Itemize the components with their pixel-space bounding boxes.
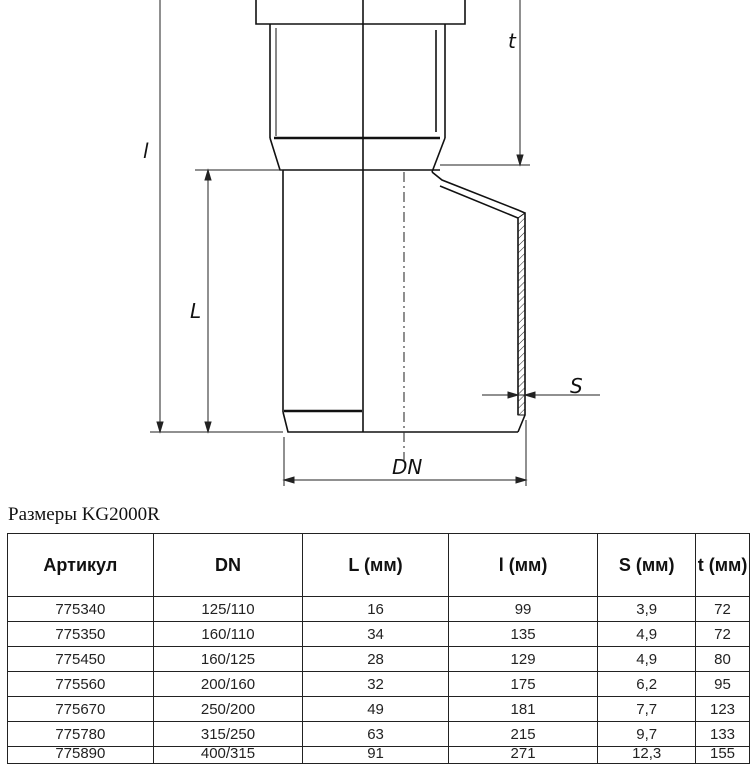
table-cell: 125/110 bbox=[153, 597, 303, 622]
table-cell: 775350 bbox=[8, 622, 154, 647]
column-header-dn: DN bbox=[153, 534, 303, 597]
table-cell: 9,7 bbox=[598, 722, 696, 747]
column-header-L: L (мм) bbox=[303, 534, 449, 597]
table-cell: 215 bbox=[448, 722, 598, 747]
table-cell: 160/110 bbox=[153, 622, 303, 647]
table-cell: 4,9 bbox=[598, 647, 696, 672]
table-row bbox=[8, 697, 750, 722]
table-cell: 271 bbox=[448, 747, 598, 764]
table-cell: 16 bbox=[303, 597, 449, 622]
table-cell: 80 bbox=[696, 647, 750, 672]
table-cell: 155 bbox=[696, 747, 750, 764]
table-cell: 775890 bbox=[8, 747, 154, 764]
table-cell: 95 bbox=[696, 672, 750, 697]
table-cell: 775780 bbox=[8, 722, 154, 747]
table-cell: 200/160 bbox=[153, 672, 303, 697]
L-dimension-label: L bbox=[190, 299, 202, 323]
dimensions-table bbox=[7, 533, 750, 764]
table-cell: 7,7 bbox=[598, 697, 696, 722]
column-header-l: l (мм) bbox=[448, 534, 598, 597]
s-dimension-label: S bbox=[570, 374, 583, 398]
table-cell: 99 bbox=[448, 597, 598, 622]
table-cell: 775340 bbox=[8, 597, 154, 622]
table-row bbox=[8, 747, 750, 764]
table-header-row bbox=[8, 534, 750, 597]
dn-dimension-label: DN bbox=[392, 455, 423, 479]
table-cell: 4,9 bbox=[598, 622, 696, 647]
table-cell: 129 bbox=[448, 647, 598, 672]
table-cell: 133 bbox=[696, 722, 750, 747]
table-cell: 250/200 bbox=[153, 697, 303, 722]
table-cell: 181 bbox=[448, 697, 598, 722]
table-cell: 315/250 bbox=[153, 722, 303, 747]
table-cell: 135 bbox=[448, 622, 598, 647]
column-header-t: t (мм) bbox=[696, 534, 750, 597]
table-caption: Размеры KG2000R bbox=[8, 504, 160, 525]
table-row bbox=[8, 722, 750, 747]
dimension-lines bbox=[150, 0, 600, 486]
table-cell: 123 bbox=[696, 697, 750, 722]
table-row bbox=[8, 597, 750, 622]
table-cell: 12,3 bbox=[598, 747, 696, 764]
l-dimension-label: l bbox=[143, 139, 149, 163]
reducer-outline bbox=[256, 0, 525, 432]
table-cell: 49 bbox=[303, 697, 449, 722]
table-cell: 175 bbox=[448, 672, 598, 697]
table-cell: 775670 bbox=[8, 697, 154, 722]
table-cell: 775450 bbox=[8, 647, 154, 672]
table-cell: 3,9 bbox=[598, 597, 696, 622]
column-header-article: Артикул bbox=[8, 534, 154, 597]
table-cell: 72 bbox=[696, 597, 750, 622]
table-cell: 6,2 bbox=[598, 672, 696, 697]
table-cell: 32 bbox=[303, 672, 449, 697]
wall-hatch bbox=[518, 213, 525, 415]
table-cell: 400/315 bbox=[153, 747, 303, 764]
table-cell: 775560 bbox=[8, 672, 154, 697]
table-cell: 160/125 bbox=[153, 647, 303, 672]
table-cell: 28 bbox=[303, 647, 449, 672]
table-row bbox=[8, 622, 750, 647]
t-dimension-label: t bbox=[508, 29, 516, 53]
table-cell: 72 bbox=[696, 622, 750, 647]
table-cell: 34 bbox=[303, 622, 449, 647]
table-row bbox=[8, 672, 750, 697]
table-row bbox=[8, 647, 750, 672]
column-header-s: S (мм) bbox=[598, 534, 696, 597]
table-cell: 91 bbox=[303, 747, 449, 764]
table-cell: 63 bbox=[303, 722, 449, 747]
